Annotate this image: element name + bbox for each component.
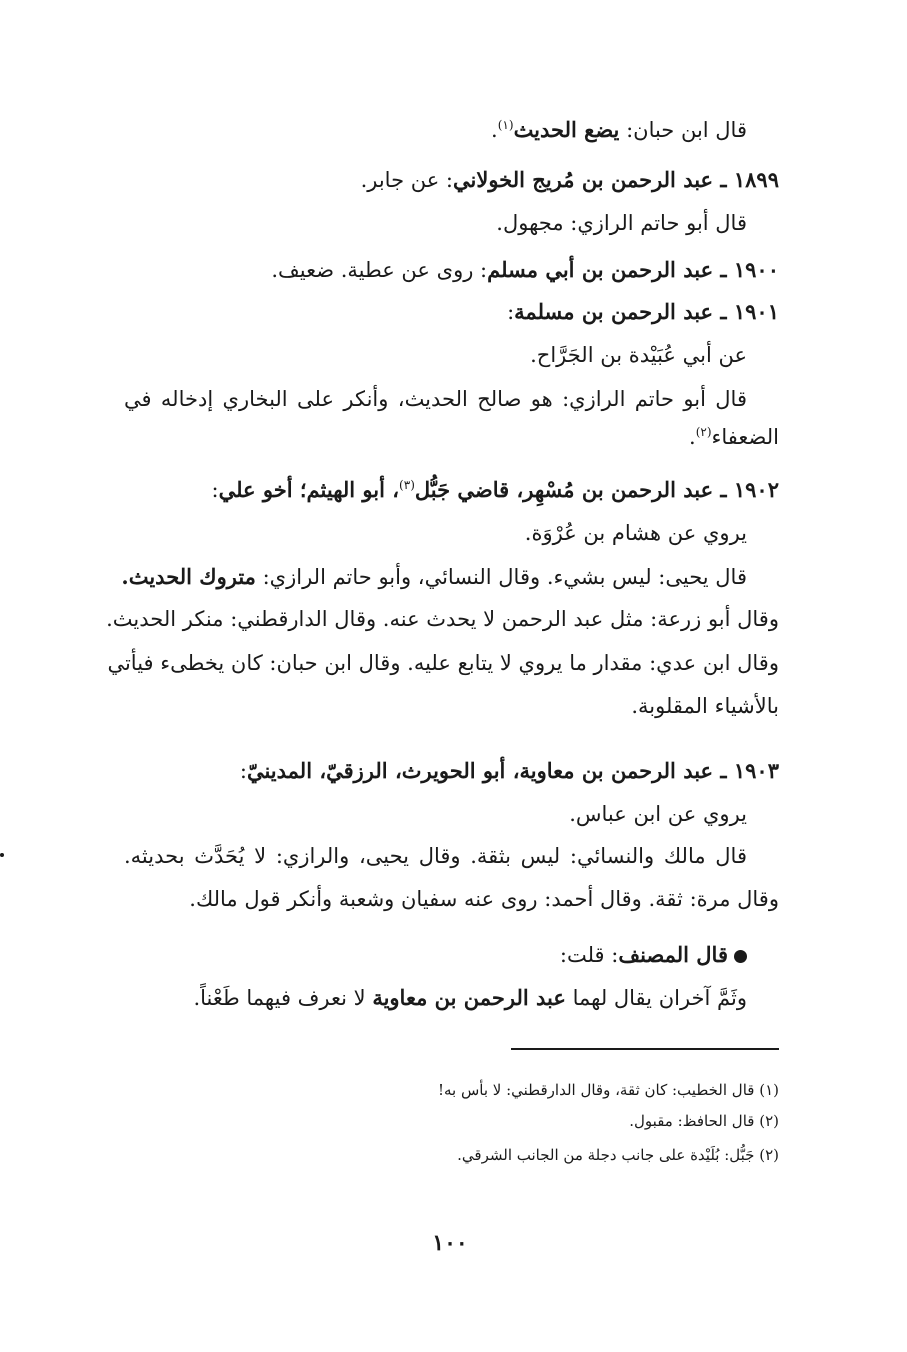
text-run: وقال مرة: ثقة. وقال أحمد: روى عنه سفيان وشعبة وأنكر قول مالك. xyxy=(189,887,779,911)
margin-mark xyxy=(0,853,4,857)
text-line xyxy=(124,115,747,145)
author-note-heading xyxy=(124,940,747,970)
text-line xyxy=(124,983,747,1013)
text-run: : روى عن عطية. ضعيف. xyxy=(271,258,488,282)
bullet-icon xyxy=(734,950,747,963)
text-line xyxy=(124,691,779,721)
bold-text: قال المصنف xyxy=(618,942,728,967)
text-run: لا نعرف فيهما طَعْناً. xyxy=(193,986,373,1010)
text-run: عن أبي عُبَيْدة بن الجَرَّاح. xyxy=(530,343,747,367)
text-run: قال يحيى: ليس بشيء. وقال النسائي، وأبو حاتم الرازي: xyxy=(255,565,747,589)
text-line xyxy=(121,562,747,592)
bold-text: ، أبو الهيثم؛ أخو علي xyxy=(218,477,400,502)
entry-heading-1900 xyxy=(124,255,779,285)
text-line xyxy=(124,884,779,914)
footnote: (١) قال الخطيب: كان ثقة، وقال الدارقطني: لا بأس به! xyxy=(437,1081,779,1099)
text-run: يروي عن هشام بن عُرْوَة. xyxy=(524,521,747,545)
text-run: : xyxy=(239,759,247,783)
text-line xyxy=(124,841,747,871)
bold-text: ١٩٠٢ ـ عبد الرحمن بن مُسْهِر، قاضي جَبُّل xyxy=(414,477,779,502)
bold-text: ١٩٠٣ ـ عبد الرحمن بن معاوية، أبو الحويرث، الرزقيّ، المدينيّ xyxy=(246,758,779,783)
text-run: : عن جابر. xyxy=(360,168,453,192)
text-run: الضعفاء xyxy=(711,425,779,449)
bold-text: متروك الحديث. xyxy=(121,564,256,589)
text-run: وقال ابن عدي: مقدار ما يروي لا يتابع عليه. وقال ابن حبان: كان يخطىء فيأتي xyxy=(107,651,779,675)
bold-text: ١٩٠١ ـ عبد الرحمن بن مسلمة xyxy=(514,299,779,324)
text-run: يروي عن ابن عباس. xyxy=(569,802,747,826)
text-run: . xyxy=(689,425,696,449)
text-line xyxy=(124,518,747,548)
bold-text: يضع الحديث xyxy=(513,117,620,142)
text-run: : xyxy=(211,478,219,502)
text-line xyxy=(124,340,747,370)
text-run: : قلت: xyxy=(559,943,619,967)
footnote-ref: (٢) xyxy=(695,425,712,439)
text-run: وثَمَّ آخران يقال لهما xyxy=(565,986,747,1010)
text-run: . xyxy=(491,118,498,142)
text-run: بالأشياء المقلوبة. xyxy=(631,694,779,718)
text-run: : xyxy=(507,300,515,324)
bold-text: ١٩٠٠ ـ عبد الرحمن بن أبي مسلم xyxy=(487,257,779,282)
text-run: قال أبو حاتم الرازي: هو صالح الحديث، وأنكر على البخاري إدخاله في xyxy=(124,387,747,411)
text-line xyxy=(124,422,779,452)
text-run: وقال أبو زرعة: مثل عبد الرحمن لا يحدث عنه. وقال الدارقطني: منكر الحديث. xyxy=(106,607,779,631)
text-line xyxy=(106,604,779,634)
text-line xyxy=(124,799,747,829)
footnote-divider xyxy=(511,1048,779,1050)
bold-text: ١٨٩٩ ـ عبد الرحمن بن مُريج الخولاني xyxy=(453,167,779,192)
page-number: ١٠٠ xyxy=(432,1230,468,1256)
text-run: قال مالك والنسائي: ليس بثقة. وقال يحيى، والرازي: لا يُحَدَّث بحديثه. xyxy=(124,844,747,868)
entry-heading-1901 xyxy=(124,297,779,327)
text-line xyxy=(107,648,779,678)
bold-text: عبد الرحمن بن معاوية xyxy=(372,985,566,1010)
footnote: (٢) قال الحافظ: مقبول. xyxy=(629,1112,779,1130)
entry-heading-1902 xyxy=(124,475,779,505)
footnote: (٢) جَبُّل: بُلَيْدة على جانب دجلة من الجانب الشرقي. xyxy=(457,1146,779,1164)
text-run: قال ابن حبان: xyxy=(619,118,747,142)
text-run: قال أبو حاتم الرازي: مجهول. xyxy=(496,211,747,235)
text-line xyxy=(124,208,747,238)
entry-heading-1899 xyxy=(124,165,779,195)
entry-heading-1903 xyxy=(124,756,779,786)
text-line xyxy=(124,384,747,414)
footnote-ref: (١) xyxy=(497,118,514,132)
footnote-ref: (٣) xyxy=(399,478,415,492)
